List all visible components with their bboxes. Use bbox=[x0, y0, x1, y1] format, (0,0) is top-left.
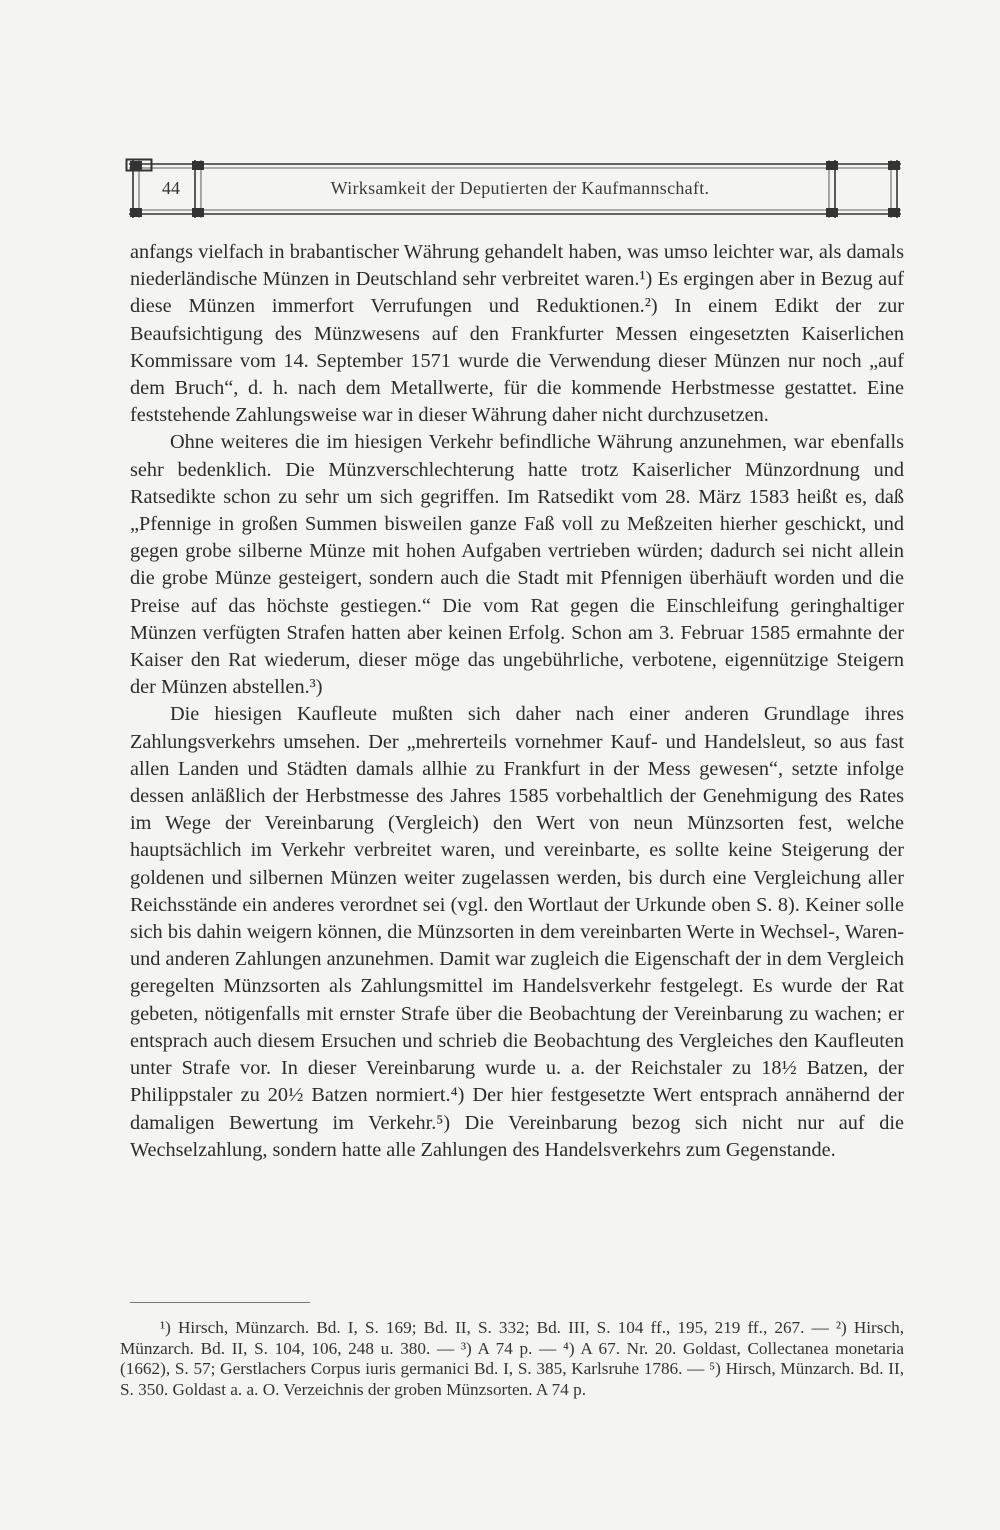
paragraph-3: Die hiesigen Kaufleute mußten sich daher nach einer anderen Grundlage ihres Zahlungsverkehrs umsehen. Der „mehrerteils vornehmer Kauf- und Handelsleut, so aus fast allen Landen und Städten damals allhie zu Frankfurt in der Mess gewesen“, setzte infolge dessen anläßlich der Herbstmesse des Jahres 1585 vorbehaltlich der Genehmigung des Rates im Wege der Vereinbarung (Vergleich) den Wert von neun Münzsorten fest, welche hauptsächlich im Verkehr verbreitet waren, und vereinbarte, es sollte keine Steigerung der goldenen und silbernen Münzen weiter zugelassen werden, bis durch eine Vergleichung aller Reichsstände ein anderes verordnet sei (vgl. den Wortlaut der Urkunde oben S. 8). Keiner solle sich bis dahin weigern können, die Münzsorten in dem vereinbarten Werte in Wechsel-, Waren- und anderen Zahlungen anzunehmen. Damit war zugleich die Eigenschaft der in dem Vergleich geregelten Münzsorten als Zahlungsmittel im Handelsverkehr festgelegt. Es wurde der Rat gebeten, nötigenfalls mit ernster Strafe über die Beobachtung der Vereinbarung zu wachen; er entsprach auch diesem Ersuchen und schrieb die Beobachtung des Vergleiches den Kaufleuten unter Strafe vor. In dieser Vereinbarung wurde u. a. der Reichstaler zu 18½ Batzen, der Philippstaler zu 20½ Batzen normiert.⁴) Der hier festgesetzte Wert entsprach annähernd der damaligen Bewertung im Verkehr.⁵) Die Vereinbarung bezog sich nicht nur auf die Wechselzahlung, sondern hatte alle Zahlungen des Handelsverkehrs zum Gegenstande. bbox=[130, 703, 904, 1161]
footnotes bbox=[120, 1318, 904, 1400]
running-header bbox=[125, 158, 905, 220]
paragraph-2: Ohne weiteres die im hiesigen Verkehr befindliche Währung anzunehmen, war ebenfalls sehr bedenklich. Die Münzverschlechterung hatte trotz Kaiserlicher Münzordnung und Ratsedikte schon zu sehr um sich gegriffen. Im Ratsedikt vom 28. März 1583 heißt es, daß „Pfennige in großen Summen bisweilen ganze Faß voll zu Meßzeiten hierher geschickt, und gegen grobe silberne Münze mit hohen Aufgaben vertrieben würden; dadurch sei nicht allein die grobe Münze gesteigert, sondern auch die Stadt mit Pfennigen überhäuft worden und die Preise auf das höchste gestiegen.“ Die vom Rat gegen die Einschleifung geringhaltiger Münzen verfügten Strafen hatten aber keinen Erfolg. Schon am 3. Februar 1585 ermahnte der Kaiser den Rat wiederum, dieser möge das ungebührliche, verbotene, eigennützige Steigern der Münzen abstellen.³) bbox=[130, 431, 904, 699]
body-text bbox=[130, 239, 904, 1164]
running-title: Wirksamkeit der Deputierten der Kaufmannschaft. bbox=[330, 178, 710, 198]
paragraph-1: anfangs vielfach in brabantischer Währung gehandelt haben, was umso leichter war, als damals niederländische Münzen in Deutschland sehr verbreitet waren.¹) Es ergingen aber in Bezug auf diese Münzen immerfort Verrufungen und Reduktionen.²) In einem Edikt der zur Beaufsichtigung des Münzwesens auf den Frankfurter Messen eingesetzten Kaiserlichen Kommissare vom 14. September 1571 wurde die Verwendung dieser Münzen nur noch „auf dem Bruch“, d. h. nach dem Metallwerte, für die kommende Herbstmesse gestattet. Eine feststehende Zahlungsweise war in dieser Währung daher nicht durchzusetzen. bbox=[130, 241, 904, 427]
footnote-text: ¹) Hirsch, Münzarch. Bd. I, S. 169; Bd. II, S. 332; Bd. III, S. 104 ff., 195, 219 ff., 267. — ²) Hirsch, Münzarch. Bd. II, S. 104, 106, 248 u. 380. — ³) A 74 p. — ⁴) A 67. Nr. 20. Goldast, Collectanea monetaria (1662), S. 57; Gerstlachers Corpus iuris germanici Bd. I, S. 385, Karlsruhe 1786. — ⁵) Hirsch, Münzarch. Bd. II, S. 350. Goldast a. a. O. Verzeichnis der groben Münzsorten. A 74 p. bbox=[120, 1318, 904, 1399]
page-number: 44 bbox=[162, 178, 180, 198]
box-ornament-icon bbox=[125, 158, 153, 172]
footnote-divider bbox=[130, 1302, 310, 1303]
